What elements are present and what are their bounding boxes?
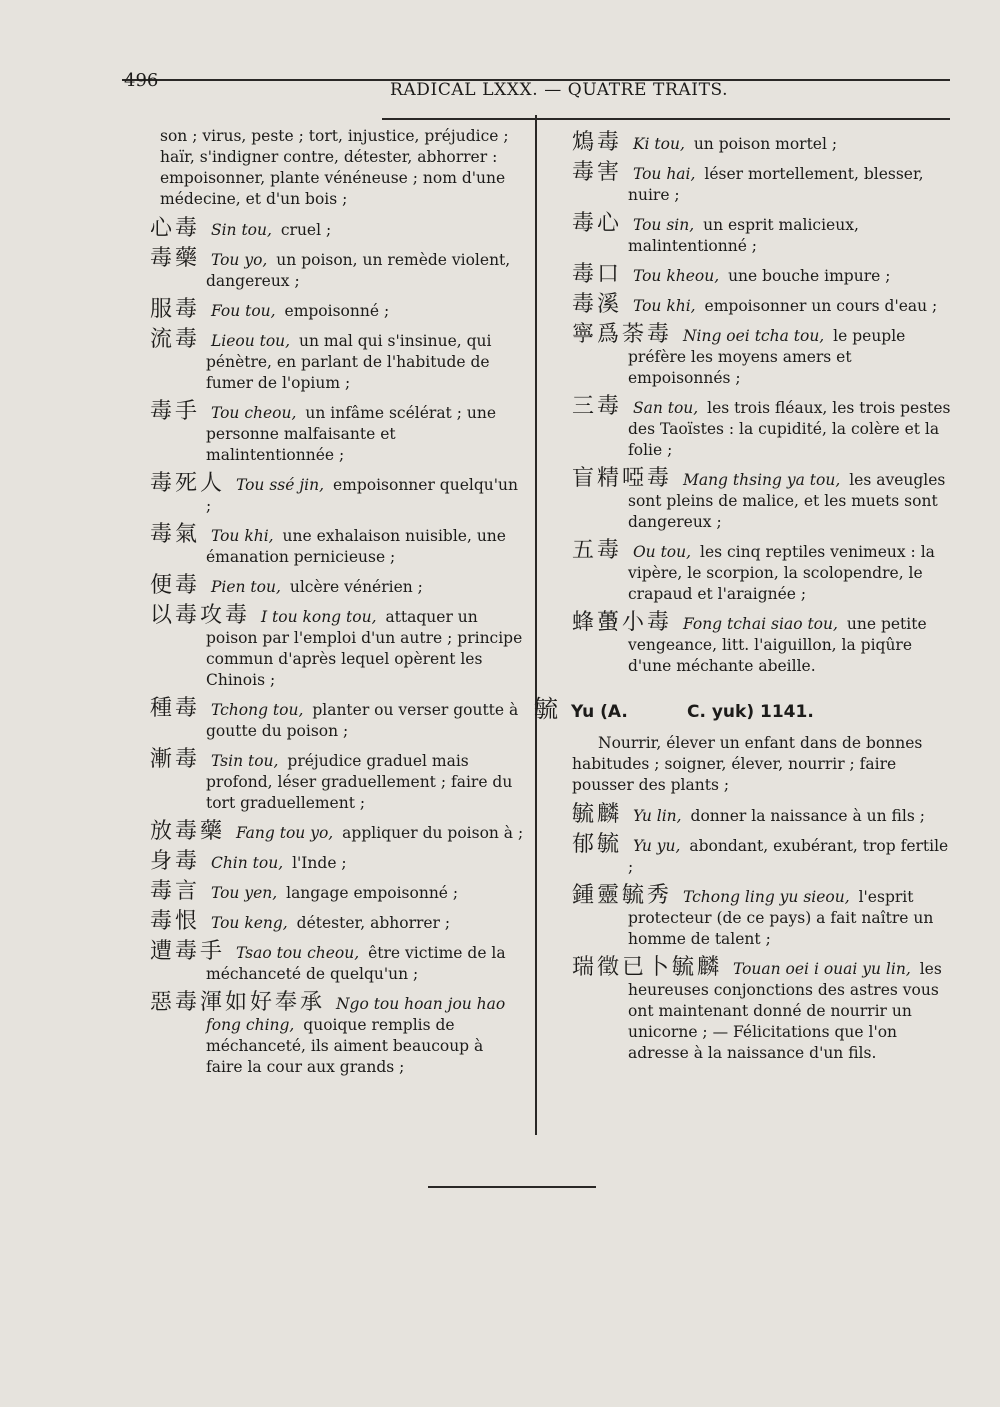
entry-characters: 流毒 xyxy=(150,327,201,352)
dictionary-entry xyxy=(572,264,954,287)
entry-characters: 盲精啞毒 xyxy=(572,466,673,491)
dictionary-entry xyxy=(572,957,954,1064)
entry-romanization: Fou tou, xyxy=(210,302,276,320)
entry-romanization: Tou khi, xyxy=(632,297,696,315)
entry-definition: ulcère vénérien ; xyxy=(289,578,423,596)
entry-characters: 漸毒 xyxy=(150,747,201,772)
left-entry-list xyxy=(150,218,524,1078)
entry-definition: l'Inde ; xyxy=(292,854,347,872)
entry-romanization: Fong tchai siao tou, xyxy=(682,615,838,633)
entry-romanization: Yu lin, xyxy=(632,807,682,825)
entry-definition: empoisonner quelqu'un ; xyxy=(206,476,518,515)
end-rule xyxy=(428,1186,596,1188)
entry-romanization: Tou ssé jin, xyxy=(235,476,325,494)
radical-intro: Nourrir, élever un enfant dans de bonnes habitudes ; soigner, élever, nourrir ; faire pousser des plants ; xyxy=(572,734,923,794)
entry-definition: empoisonner un cours d'eau ; xyxy=(704,297,938,315)
entry-romanization: Tou yo, xyxy=(210,251,268,269)
entry-definition: léser mortellement, blesser, nuire ; xyxy=(628,165,924,204)
dictionary-entry xyxy=(572,132,954,155)
entry-characters: 服毒 xyxy=(150,297,201,322)
dictionary-entry xyxy=(572,294,954,317)
dictionary-entry xyxy=(150,941,524,985)
dictionary-entry xyxy=(572,468,954,533)
dictionary-entry xyxy=(150,401,524,466)
entry-definition: abondant, exubérant, trop fertile ; xyxy=(628,837,949,876)
entry-definition: les cinq reptiles venimeux : la vipère, le scorpion, la scolopendre, le crapaud et l'araignée ; xyxy=(628,543,935,603)
dictionary-entry xyxy=(572,834,954,878)
entry-definition: langage empoisonné ; xyxy=(286,884,459,902)
running-head: RADICAL LXXX. — QUATRE TRAITS. xyxy=(390,80,729,100)
right-entry-list xyxy=(572,132,954,677)
entry-characters: 毒口 xyxy=(572,262,623,287)
entry-definition: un infâme scélérat ; une personne malfaisante et malintentionnée ; xyxy=(206,404,496,464)
entry-romanization: Tou yen, xyxy=(210,884,278,902)
dictionary-entry xyxy=(572,162,954,206)
entry-characters: 毒溪 xyxy=(572,292,623,317)
radical-heading xyxy=(534,695,954,723)
dictionary-entry xyxy=(150,218,524,241)
entry-characters: 毒言 xyxy=(150,879,201,904)
entry-characters: 毒害 xyxy=(572,160,623,185)
entry-romanization: Chin tou, xyxy=(210,854,284,872)
entry-romanization: Tou keng, xyxy=(210,914,288,932)
radical-entry-list xyxy=(572,804,954,1064)
entry-definition: une exhalaison nuisible, une émanation pernicieuse ; xyxy=(206,527,506,566)
entry-romanization: Tou kheou, xyxy=(632,267,720,285)
dictionary-entry xyxy=(150,248,524,292)
entry-definition: l'esprit protecteur (de ce pays) a fait naître un homme de talent ; xyxy=(628,888,934,948)
entry-characters: 瑞徵已卜毓麟 xyxy=(572,955,723,980)
dictionary-entry xyxy=(572,540,954,605)
dictionary-entry xyxy=(150,851,524,874)
dictionary-entry xyxy=(572,804,954,827)
entry-definition: quoique remplis de méchanceté, ils aiment beaucoup à faire la cour aux grands ; xyxy=(206,1016,484,1076)
entry-characters: 以毒攻毒 xyxy=(150,603,251,628)
entry-definition: le peuple préfère les moyens amers et empoisonnés ; xyxy=(628,327,906,387)
entry-definition: les aveugles sont pleins de malice, et les muets sont dangereux ; xyxy=(628,471,946,531)
entry-romanization: Tsin tou, xyxy=(210,752,279,770)
entry-romanization: Tchong ling yu sieou, xyxy=(682,888,850,906)
entry-definition: une bouche impure ; xyxy=(728,267,891,285)
entry-definition: planter ou verser goutte à goutte du poison ; xyxy=(206,701,519,740)
entry-romanization: Yu yu, xyxy=(632,837,681,855)
dictionary-entry xyxy=(150,911,524,934)
entry-romanization: Tchong tou, xyxy=(210,701,304,719)
dictionary-entry xyxy=(150,575,524,598)
entry-definition: un poison, un remède violent, dangereux ; xyxy=(206,251,511,290)
entry-romanization: San tou, xyxy=(632,399,699,417)
entry-characters: 蜂蠆小毒 xyxy=(572,610,673,635)
dictionary-entry xyxy=(150,881,524,904)
dictionary-entry xyxy=(572,885,954,950)
entry-characters: 放毒藥 xyxy=(150,819,226,844)
dictionary-entry xyxy=(572,396,954,461)
entry-romanization: Ngo tou hoan jou hao fong ching, xyxy=(206,995,506,1034)
column-divider xyxy=(535,115,537,1135)
radical-title: Yu (A. C. yuk) 1141. xyxy=(571,702,814,722)
dictionary-entry xyxy=(150,299,524,322)
entry-characters: 毒藥 xyxy=(150,246,201,271)
entry-romanization: Tsao tou cheou, xyxy=(235,944,360,962)
entry-characters: 種毒 xyxy=(150,696,201,721)
header-rule xyxy=(382,118,950,120)
entry-definition: les trois fléaux, les trois pestes des Taoïstes : la cupidité, la colère et la folie ; xyxy=(628,399,951,459)
entry-romanization: Tou sin, xyxy=(632,216,695,234)
entry-characters: 毓麟 xyxy=(572,802,623,827)
entry-romanization: Fang tou yo, xyxy=(235,824,334,842)
page-number: 496 xyxy=(124,70,159,91)
entry-definition: appliquer du poison à ; xyxy=(342,824,524,842)
entry-characters: 惡毒渾如好奉承 xyxy=(150,990,326,1015)
left-column xyxy=(150,126,524,1085)
entry-characters: 毒恨 xyxy=(150,909,201,934)
entry-romanization: I tou kong tou, xyxy=(260,608,377,626)
entry-romanization: Pien tou, xyxy=(210,578,281,596)
dictionary-entry xyxy=(150,329,524,394)
entry-definition: un mal qui s'insinue, qui pénètre, en parlant de l'habitude de fumer de l'opium ; xyxy=(206,332,492,392)
entry-romanization: Ki tou, xyxy=(632,135,685,153)
dictionary-entry xyxy=(572,612,954,677)
entry-romanization: Tou khi, xyxy=(210,527,274,545)
entry-definition: un esprit malicieux, malintentionné ; xyxy=(628,216,859,255)
entry-romanization: Mang thsing ya tou, xyxy=(682,471,841,489)
dictionary-entry xyxy=(150,524,524,568)
entry-romanization: Tou cheou, xyxy=(210,404,297,422)
entry-definition: donner la naissance à un fils ; xyxy=(690,807,925,825)
dictionary-entry xyxy=(150,992,524,1078)
dictionary-entry xyxy=(150,698,524,742)
entry-characters: 毒死人 xyxy=(150,471,226,496)
entry-characters: 心毒 xyxy=(150,216,201,241)
entry-romanization: Touan oei i ouai yu lin, xyxy=(732,960,911,978)
entry-romanization: Ning oei tcha tou, xyxy=(682,327,825,345)
entry-characters: 身毒 xyxy=(150,849,201,874)
entry-definition: attaquer un poison par l'emploi d'un autre ; principe commun d'après lequel opèrent les Chinois ; xyxy=(206,608,523,689)
dictionary-entry xyxy=(150,605,524,691)
entry-definition: une petite vengeance, litt. l'aiguillon, la piqûre d'une méchante abeille. xyxy=(628,615,927,675)
right-column xyxy=(534,130,954,1071)
entry-characters: 遭毒手 xyxy=(150,939,226,964)
entry-romanization: Lieou tou, xyxy=(210,332,291,350)
entry-definition: détester, abhorrer ; xyxy=(296,914,451,932)
entry-definition: empoisonné ; xyxy=(284,302,390,320)
entry-romanization: Ou tou, xyxy=(632,543,692,561)
entry-characters: 毒氣 xyxy=(150,522,201,547)
entry-characters: 鴆毒 xyxy=(572,130,623,155)
entry-characters: 寧爲荼毒 xyxy=(572,322,673,347)
entry-romanization: Sin tou, xyxy=(210,221,272,239)
continued-definition: son ; virus, peste ; tort, injustice, préjudice ; haïr, s'indigner contre, détester, abhorrer : empoisonner, plante vénéneuse ; nom d'une médecine, et d'un bois ; xyxy=(160,127,509,208)
entry-characters: 毒心 xyxy=(572,211,623,236)
entry-characters: 毒手 xyxy=(150,399,201,424)
entry-romanization: Tou hai, xyxy=(632,165,696,183)
entry-characters: 鍾靈毓秀 xyxy=(572,883,673,908)
entry-characters: 便毒 xyxy=(150,573,201,598)
entry-definition: cruel ; xyxy=(280,221,332,239)
entry-definition: préjudice graduel mais profond, léser graduellement ; faire du tort graduellement ; xyxy=(206,752,513,812)
entry-characters: 五毒 xyxy=(572,538,623,563)
entry-characters: 郁毓 xyxy=(572,832,623,857)
entry-characters: 三毒 xyxy=(572,394,623,419)
dictionary-entry xyxy=(572,213,954,257)
entry-definition: être victime de la méchanceté de quelqu'un ; xyxy=(206,944,506,983)
radical-character: 毓 xyxy=(534,695,561,723)
dictionary-entry xyxy=(150,821,524,844)
entry-definition: les heureuses conjonctions des astres vous ont maintenant donné de nourrir un unicorne ; — Félicitations que l'on adresse à la naissance d'un fils. xyxy=(628,960,942,1062)
dictionary-entry xyxy=(150,473,524,517)
dictionary-entry xyxy=(572,324,954,389)
entry-definition: un poison mortel ; xyxy=(693,135,838,153)
dictionary-entry xyxy=(150,749,524,814)
